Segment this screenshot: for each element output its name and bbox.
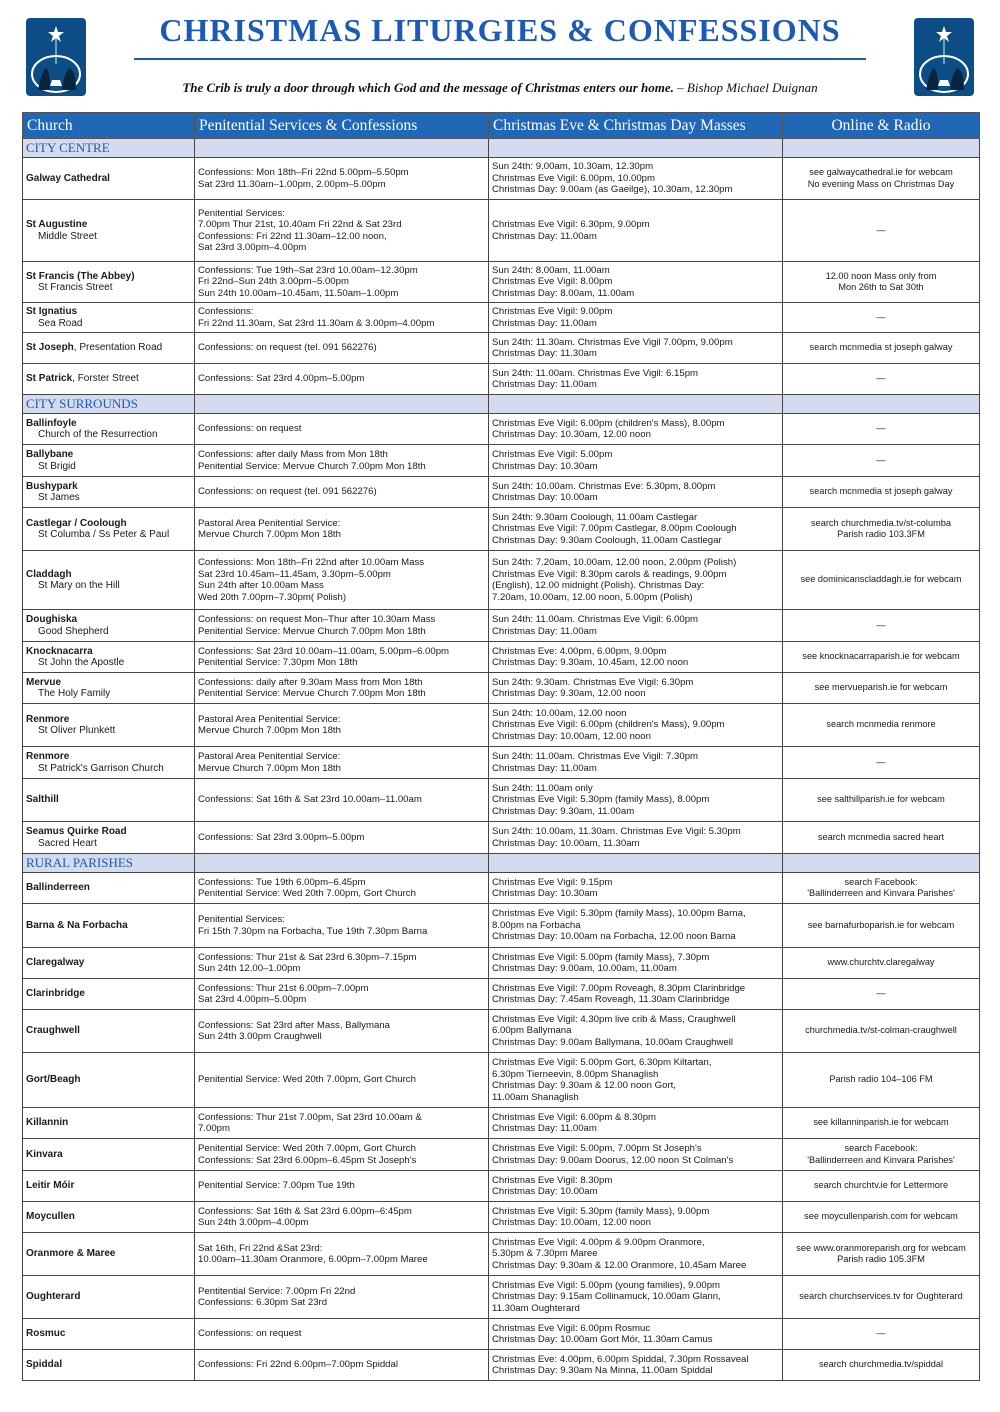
online-radio-cell: see moycullenparish.com for webcam <box>783 1202 980 1233</box>
table-row <box>23 904 980 948</box>
table-row <box>23 873 980 904</box>
church-name: Barna & Na Forbacha <box>26 919 128 931</box>
table-row <box>23 948 980 979</box>
masses-cell: Christmas Eve: 4.00pm, 6.00pm, 9.00pm Christmas Day: 9.30am, 10.45am, 12.00 noon <box>489 642 783 673</box>
confessions-cell: Confessions: on request Mon–Thur after 10.30am Mass Penitential Service: Mervue Church 7.00pm Mon 18th <box>195 610 489 642</box>
church-location: St Columba / Ss Peter & Paul <box>38 529 170 540</box>
section-empty-cell <box>783 139 980 158</box>
masses-cell: Christmas Eve Vigil: 6.30pm, 9.00pm Christmas Day: 11.00am <box>489 200 783 262</box>
table-row <box>23 200 980 262</box>
confessions-cell: Sat 16th, Fri 22nd &Sat 23rd: 10.00am–11.30am Oranmore, 6.00pm–7.00pm Maree <box>195 1233 489 1276</box>
church-cell <box>23 1202 195 1233</box>
online-radio-cell: search churchservices.tv for Oughterard <box>783 1276 980 1319</box>
section-empty-cell <box>195 854 489 873</box>
section-empty-cell <box>489 139 783 158</box>
confessions-cell: Confessions: daily after 9.30am Mass from Mon 18th Penitential Service: Mervue Church 7.00pm Mon 18th <box>195 673 489 704</box>
table-row <box>23 1139 980 1171</box>
online-radio-cell: www.churchtv.claregalway <box>783 948 980 979</box>
church-name: Castlegar / Coolough <box>26 517 127 529</box>
section-empty-cell <box>195 139 489 158</box>
church-name: Ballybane <box>26 449 74 460</box>
masses-cell: Christmas Eve Vigil: 5.00pm (family Mass), 7.30pm Christmas Day: 9.00am, 10.00am, 11.00am <box>489 948 783 979</box>
church-location: Sacred Heart <box>38 837 97 849</box>
church-cell <box>23 673 195 704</box>
church-location: St Francis Street <box>38 282 113 293</box>
online-radio-cell: search mcnmedia sacred heart <box>783 822 980 854</box>
online-radio-cell: — <box>783 445 980 477</box>
church-location: St Patrick's Garrison Church <box>38 762 164 774</box>
church-name: Kinvara <box>26 1148 63 1160</box>
table-row <box>23 445 980 477</box>
confessions-cell: Pastoral Area Penitential Service: Mervue Church 7.00pm Mon 18th <box>195 704 489 747</box>
column-header-confessions: Penitential Services & Confessions <box>195 113 489 139</box>
online-radio-cell: see killanninparish.ie for webcam <box>783 1108 980 1139</box>
church-name: Renmore <box>26 751 70 762</box>
masses-cell: Christmas Eve Vigil: 5.30pm (family Mass), 9.00pm Christmas Day: 10.00am, 12.00 noon <box>489 1202 783 1233</box>
table-row <box>23 1276 980 1319</box>
church-cell <box>23 979 195 1010</box>
table-row <box>23 1233 980 1276</box>
confessions-cell: Confessions: Thur 21st & Sat 23rd 6.30pm–7.15pm Sun 24th 12.00–1.00pm <box>195 948 489 979</box>
online-radio-cell: search churchtv.ie for Lettermore <box>783 1171 980 1202</box>
confessions-cell: Pentitential Service: 7.00pm Fri 22nd Confessions: 6.30pm Sat 23rd <box>195 1276 489 1319</box>
church-name: St Patrick <box>26 373 73 385</box>
confessions-cell: Penitential Service: 7.00pm Tue 19th <box>195 1171 489 1202</box>
church-cell <box>23 642 195 673</box>
church-name: Galway Cathedral <box>26 172 110 184</box>
masses-cell: Christmas Eve Vigil: 6.00pm (children's Mass), 8.00pm Christmas Day: 10.30am, 12.00 noon <box>489 414 783 445</box>
confessions-cell: Confessions: Sat 23rd after Mass, Ballymana Sun 24th 3.00pm Craughwell <box>195 1010 489 1053</box>
church-cell <box>23 1010 195 1053</box>
church-cell <box>23 414 195 445</box>
church-cell <box>23 704 195 747</box>
section-title: RURAL PARISHES <box>23 854 195 873</box>
masses-cell: Sun 24th: 10.00am. Christmas Eve: 5.30pm, 8.00pm Christmas Day: 10.00am <box>489 477 783 508</box>
church-name: Bushypark <box>26 480 78 492</box>
masses-cell: Christmas Eve Vigil: 7.00pm Roveagh, 8.30pm Clarinbridge Christmas Day: 7.45am Roveagh, 11.30am Clarinbridge <box>489 979 783 1010</box>
online-radio-cell: search mcnmedia st joseph galway <box>783 333 980 364</box>
church-cell <box>23 1350 195 1381</box>
church-cell <box>23 610 195 642</box>
church-cell <box>23 1233 195 1276</box>
table-row <box>23 508 980 551</box>
church-cell <box>23 779 195 822</box>
masses-cell: Sun 24th: 10.00am, 11.30am. Christmas Eve Vigil: 5.30pm Christmas Day: 10.00am, 11.30am <box>489 822 783 854</box>
church-location: Good Shepherd <box>38 625 109 637</box>
church-cell <box>23 508 195 551</box>
church-name: Claddagh <box>26 568 72 580</box>
table-row <box>23 364 980 395</box>
church-name: Moycullen <box>26 1211 75 1223</box>
online-radio-cell: search churchmedia.tv/st-columba Parish radio 103.3FM <box>783 508 980 551</box>
table-row <box>23 979 980 1010</box>
online-radio-cell: — <box>783 747 980 779</box>
church-cell <box>23 200 195 262</box>
table-row <box>23 1350 980 1381</box>
church-name: Knocknacarra <box>26 645 93 657</box>
section-empty-cell <box>489 854 783 873</box>
church-location: St Mary on the Hill <box>38 580 120 591</box>
masses-cell: Sun 24th: 11.00am. Christmas Eve Vigil: 7.30pm Christmas Day: 11.00am <box>489 747 783 779</box>
masses-cell: Christmas Eve Vigil: 6.00pm Rosmuc Christmas Day: 10.00am Gort Mór, 11.30am Camus <box>489 1319 783 1350</box>
online-radio-cell: search Facebook: 'Ballinderreen and Kinvara Parishes' <box>783 873 980 904</box>
schedule-table <box>22 112 980 1381</box>
church-location: Middle Street <box>38 230 97 242</box>
church-name: Renmore <box>26 713 70 725</box>
church-name: Clarinbridge <box>26 988 85 1000</box>
online-radio-cell: churchmedia.tv/st-colman-craughwell <box>783 1010 980 1053</box>
online-radio-cell: — <box>783 303 980 333</box>
masses-cell: Sun 24th: 11.00am. Christmas Eve Vigil: 6.00pm Christmas Day: 11.00am <box>489 610 783 642</box>
church-name: Ballinderreen <box>26 882 90 894</box>
table-row <box>23 477 980 508</box>
church-name: St Joseph <box>26 342 74 354</box>
church-name: Oranmore & Maree <box>26 1248 116 1260</box>
church-name: St Augustine <box>26 219 88 230</box>
church-cell <box>23 1171 195 1202</box>
section-header-row <box>23 854 980 873</box>
confessions-cell: Confessions: Fri 22nd 6.00pm–7.00pm Spiddal <box>195 1350 489 1381</box>
church-cell <box>23 262 195 303</box>
table-row <box>23 610 980 642</box>
church-name: Leitir Móir <box>26 1180 75 1192</box>
table-row <box>23 822 980 854</box>
confessions-cell: Confessions: after daily Mass from Mon 18th Penitential Service: Mervue Church 7.00pm Mon 18th <box>195 445 489 477</box>
masses-cell: Christmas Eve Vigil: 5.00pm (young families), 9.00pm Christmas Day: 9.15am Collinamuck, 10.00am Glann, 11.30am Oughterard <box>489 1276 783 1319</box>
masses-cell: Sun 24th: 9.30am Coolough, 11.00am Castlegar Christmas Eve Vigil: 7.00pm Castlegar, 8.00pm Coolough Christmas Day: 9.30am Coolough, 11.00am Castlegar <box>489 508 783 551</box>
confessions-cell: Confessions: on request <box>195 1319 489 1350</box>
church-cell <box>23 747 195 779</box>
church-cell <box>23 477 195 508</box>
section-empty-cell <box>195 395 489 414</box>
church-location: St Oliver Plunkett <box>38 725 116 736</box>
online-radio-cell: Parish radio 104–106 FM <box>783 1053 980 1108</box>
confessions-cell: Confessions: Thur 21st 6.00pm–7.00pm Sat 23rd 4.00pm–5.00pm <box>195 979 489 1010</box>
quote-attribution: – Bishop Michael Duignan <box>673 80 818 95</box>
online-radio-cell: — <box>783 979 980 1010</box>
online-radio-cell: — <box>783 200 980 262</box>
church-cell <box>23 303 195 333</box>
online-radio-cell: see barnafurboparish.ie for webcam <box>783 904 980 948</box>
church-cell <box>23 1108 195 1139</box>
section-title: CITY SURROUNDS <box>23 395 195 414</box>
section-header-row <box>23 395 980 414</box>
table-row <box>23 303 980 333</box>
confessions-cell: Pastoral Area Penitential Service: Mervue Church 7.00pm Mon 18th <box>195 747 489 779</box>
masses-cell: Christmas Eve Vigil: 9.00pm Christmas Day: 11.00am <box>489 303 783 333</box>
table-row <box>23 1319 980 1350</box>
church-name: Mervue <box>26 676 62 688</box>
confessions-cell: Confessions: Sat 23rd 10.00am–11.00am, 5.00pm–6.00pm Penitential Service: 7.30pm Mon 18th <box>195 642 489 673</box>
church-name: St Ignatius <box>26 306 78 317</box>
online-radio-cell: see salthillparish.ie for webcam <box>783 779 980 822</box>
confessions-cell: Confessions: Mon 18th–Fri 22nd after 10.00am Mass Sat 23rd 10.45am–11.45am, 3.30pm–5.00pm Sun 24th after 10.00am Mass Wed 20th 7.00pm–7.30pm( Polish) <box>195 551 489 610</box>
church-name: Seamus Quirke Road <box>26 826 127 837</box>
online-radio-cell: 12.00 noon Mass only from Mon 26th to Sat 30th <box>783 262 980 303</box>
online-radio-cell: search mcnmedia st joseph galway <box>783 477 980 508</box>
church-cell <box>23 158 195 200</box>
online-radio-cell: — <box>783 364 980 395</box>
table-row <box>23 333 980 364</box>
quote-text: The Crib is truly a door through which God and the message of Christmas enters our home. <box>182 80 674 95</box>
table-row <box>23 704 980 747</box>
masses-cell: Sun 24th: 11.00am. Christmas Eve Vigil: 6.15pm Christmas Day: 11.00am <box>489 364 783 395</box>
table-row <box>23 1010 980 1053</box>
confessions-cell: Confessions: Tue 19th 6.00pm–6.45pm Penitential Service: Wed 20th 7.00pm, Gort Church <box>195 873 489 904</box>
church-cell <box>23 364 195 395</box>
table-row <box>23 1171 980 1202</box>
confessions-cell: Confessions: Sat 23rd 3.00pm–5.00pm <box>195 822 489 854</box>
table-row <box>23 747 980 779</box>
online-radio-cell: see mervueparish.ie for webcam <box>783 673 980 704</box>
confessions-cell: Penitential Service: Wed 20th 7.00pm, Gort Church Confessions: Sat 23rd 6.00pm–6.45pm St Joseph's <box>195 1139 489 1171</box>
confessions-cell: Confessions: Tue 19th–Sat 23rd 10.00am–12.30pm Fri 22nd–Sun 24th 3.00pm–5.00pm Sun 24th 10.00am–10.45am, 11.50am–1.00pm <box>195 262 489 303</box>
table-row <box>23 642 980 673</box>
masses-cell: Sun 24th: 11.30am. Christmas Eve Vigil 7.00pm, 9.00pm Christmas Day: 11.30am <box>489 333 783 364</box>
church-cell <box>23 445 195 477</box>
online-radio-cell: search churchmedia.tv/spiddal <box>783 1350 980 1381</box>
section-empty-cell <box>783 854 980 873</box>
church-name: Claregalway <box>26 957 85 969</box>
confessions-cell: Confessions: on request (tel. 091 562276) <box>195 477 489 508</box>
church-location: Church of the Resurrection <box>38 429 158 440</box>
church-name: Salthill <box>26 794 59 806</box>
confessions-cell: Confessions: Fri 22nd 11.30am, Sat 23rd 11.30am & 3.00pm–4.00pm <box>195 303 489 333</box>
confessions-cell: Confessions: Mon 18th–Fri 22nd 5.00pm–5.50pm Sat 23rd 11.30am–1.00pm, 2.00pm–5.00pm <box>195 158 489 200</box>
church-cell <box>23 1276 195 1319</box>
title-divider <box>134 58 866 60</box>
confessions-cell: Pastoral Area Penitential Service: Mervue Church 7.00pm Mon 18th <box>195 508 489 551</box>
masses-cell: Christmas Eve Vigil: 5.00pm Gort, 6.30pm Kiltartan, 6.30pm Tierneevin, 8.00pm Shanaglish Christmas Day: 9.30am & 12.00 noon Gort, 11.00am Shanaglish <box>489 1053 783 1108</box>
church-cell <box>23 948 195 979</box>
section-title: CITY CENTRE <box>23 139 195 158</box>
table-row <box>23 262 980 303</box>
online-radio-cell: search mcnmedia renmore <box>783 704 980 747</box>
church-name: St Francis (The Abbey) <box>26 270 135 282</box>
table-row <box>23 1053 980 1108</box>
table-header-row <box>23 113 980 139</box>
column-header-online: Online & Radio <box>783 113 980 139</box>
confessions-cell: Penitential Services: 7.00pm Thur 21st, 10.40am Fri 22nd & Sat 23rd Confessions: Fri 22nd 11.30am–12.00 noon, Sat 23rd 3.00pm–4.00pm <box>195 200 489 262</box>
table-row <box>23 1108 980 1139</box>
confessions-cell: Confessions: Sat 16th & Sat 23rd 10.00am–11.00am <box>195 779 489 822</box>
church-cell <box>23 551 195 610</box>
online-radio-cell: — <box>783 1319 980 1350</box>
table-row <box>23 551 980 610</box>
confessions-cell: Penitential Services: Fri 15th 7.30pm na Forbacha, Tue 19th 7.30pm Barna <box>195 904 489 948</box>
church-name: Oughterard <box>26 1291 81 1303</box>
confessions-cell: Confessions: Sat 23rd 4.00pm–5.00pm <box>195 364 489 395</box>
masses-cell: Christmas Eve Vigil: 9.15pm Christmas Day: 10.30am <box>489 873 783 904</box>
church-name: Killannin <box>26 1117 69 1129</box>
church-cell <box>23 873 195 904</box>
column-header-masses: Christmas Eve & Christmas Day Masses <box>489 113 783 139</box>
masses-cell: Christmas Eve Vigil: 4.00pm & 9.00pm Oranmore, 5.30pm & 7.30pm Maree Christmas Day: 9.30am & 12.00 Oranmore, 10.45am Maree <box>489 1233 783 1276</box>
table-body <box>23 139 980 1381</box>
header <box>0 0 1000 100</box>
nativity-logo-left <box>26 18 86 96</box>
confessions-cell: Confessions: Sat 16th & Sat 23rd 6.00pm–6:45pm Sun 24th 3.00pm–4.00pm <box>195 1202 489 1233</box>
confessions-cell: Confessions: Thur 21st 7.00pm, Sat 23rd 10.00am & 7.00pm <box>195 1108 489 1139</box>
church-location: , Presentation Road <box>73 342 163 354</box>
masses-cell: Sun 24th: 7.20am, 10.00am, 12.00 noon, 2.00pm (Polish) Christmas Eve Vigil: 8.30pm carols & readings, 9.00pm (English), 12.00 midnight (Polish). Christmas Day: 7.20am, 10.00am, 12.00 noon, 5.00pm (Polish) <box>489 551 783 610</box>
church-name: Doughiska <box>26 614 78 625</box>
section-empty-cell <box>783 395 980 414</box>
online-radio-cell: see www.oranmoreparish.org for webcam Parish radio 105.3FM <box>783 1233 980 1276</box>
masses-cell: Sun 24th: 10.00am, 12.00 noon Christmas Eve Vigil: 6.00pm (children's Mass), 9.00pm Christmas Day: 10.00am, 12.00 noon <box>489 704 783 747</box>
masses-cell: Christmas Eve Vigil: 8.30pm Christmas Day: 10.00am <box>489 1171 783 1202</box>
confessions-cell: Confessions: on request <box>195 414 489 445</box>
column-header-church: Church <box>23 113 195 139</box>
masses-cell: Christmas Eve Vigil: 5.30pm (family Mass), 10.00pm Barna, 8.00pm na Forbacha Christmas Day: 10.00am na Forbacha, 12.00 noon Barna <box>489 904 783 948</box>
masses-cell: Sun 24th: 9.30am. Christmas Eve Vigil: 6.30pm Christmas Day: 9.30am, 12.00 noon <box>489 673 783 704</box>
church-name: Ballinfoyle <box>26 417 77 429</box>
church-name: Spiddal <box>26 1359 63 1371</box>
online-radio-cell: see galwaycathedral.ie for webcam No evening Mass on Christmas Day <box>783 158 980 200</box>
page-title: CHRISTMAS LITURGIES & CONFESSIONS <box>159 12 841 48</box>
table-row <box>23 158 980 200</box>
church-name: Craughwell <box>26 1025 80 1037</box>
church-cell <box>23 822 195 854</box>
section-header-row <box>23 139 980 158</box>
table-row <box>23 673 980 704</box>
masses-cell: Sun 24th: 11.00am only Christmas Eve Vigil: 5.30pm (family Mass), 8.00pm Christmas Day: 9.30am, 11.00am <box>489 779 783 822</box>
church-location: The Holy Family <box>38 688 111 699</box>
church-cell <box>23 1053 195 1108</box>
masses-cell: Sun 24th: 8.00am, 11.00am Christmas Eve Vigil: 8.00pm Christmas Day: 8.00am, 11.00am <box>489 262 783 303</box>
church-cell <box>23 1319 195 1350</box>
church-location: St James <box>38 492 80 503</box>
masses-cell: Christmas Eve Vigil: 5.00pm, 7.00pm St Joseph's Christmas Day: 9.00am Doorus, 12.00 noon St Colman's <box>489 1139 783 1171</box>
masses-cell: Christmas Eve: 4.00pm, 6.00pm Spiddal, 7.30pm Rossaveal Christmas Day: 9.30am Na Minna, 11.00am Spiddal <box>489 1350 783 1381</box>
table-row <box>23 779 980 822</box>
church-cell <box>23 333 195 364</box>
online-radio-cell: — <box>783 610 980 642</box>
confessions-cell: Penitential Service: Wed 20th 7.00pm, Gort Church <box>195 1053 489 1108</box>
church-cell <box>23 904 195 948</box>
church-location: St Brigid <box>38 460 76 472</box>
church-name: Rosmuc <box>26 1328 66 1340</box>
masses-cell: Christmas Eve Vigil: 5.00pm Christmas Day: 10.30am <box>489 445 783 477</box>
church-location: St John the Apostle <box>38 657 125 668</box>
masses-cell: Christmas Eve Vigil: 4.30pm live crib & Mass, Craughwell 6.00pm Ballymana Christmas Day: 9.00am Ballymana, 10.00am Craughwell <box>489 1010 783 1053</box>
table-row <box>23 414 980 445</box>
masses-cell: Christmas Eve Vigil: 6.00pm & 8.30pm Christmas Day: 11.00am <box>489 1108 783 1139</box>
church-location: , Forster Street <box>72 373 139 385</box>
church-location: Sea Road <box>38 317 83 329</box>
masses-cell: Sun 24th: 9.00am, 10.30am, 12.30pm Christmas Eve Vigil: 6.00pm, 10.00pm Christmas Day: 9.00am (as Gaeilge), 10.30am, 12.30pm <box>489 158 783 200</box>
quote <box>100 80 900 96</box>
online-radio-cell: — <box>783 414 980 445</box>
online-radio-cell: see knocknacarraparish.ie for webcam <box>783 642 980 673</box>
online-radio-cell: search Facebook: 'Ballinderreen and Kinvara Parishes' <box>783 1139 980 1171</box>
church-cell <box>23 1139 195 1171</box>
nativity-logo-right <box>914 18 974 96</box>
section-empty-cell <box>489 395 783 414</box>
church-name: Gort/Beagh <box>26 1074 81 1086</box>
online-radio-cell: see dominicanscladdagh.ie for webcam <box>783 551 980 610</box>
table-row <box>23 1202 980 1233</box>
confessions-cell: Confessions: on request (tel. 091 562276) <box>195 333 489 364</box>
